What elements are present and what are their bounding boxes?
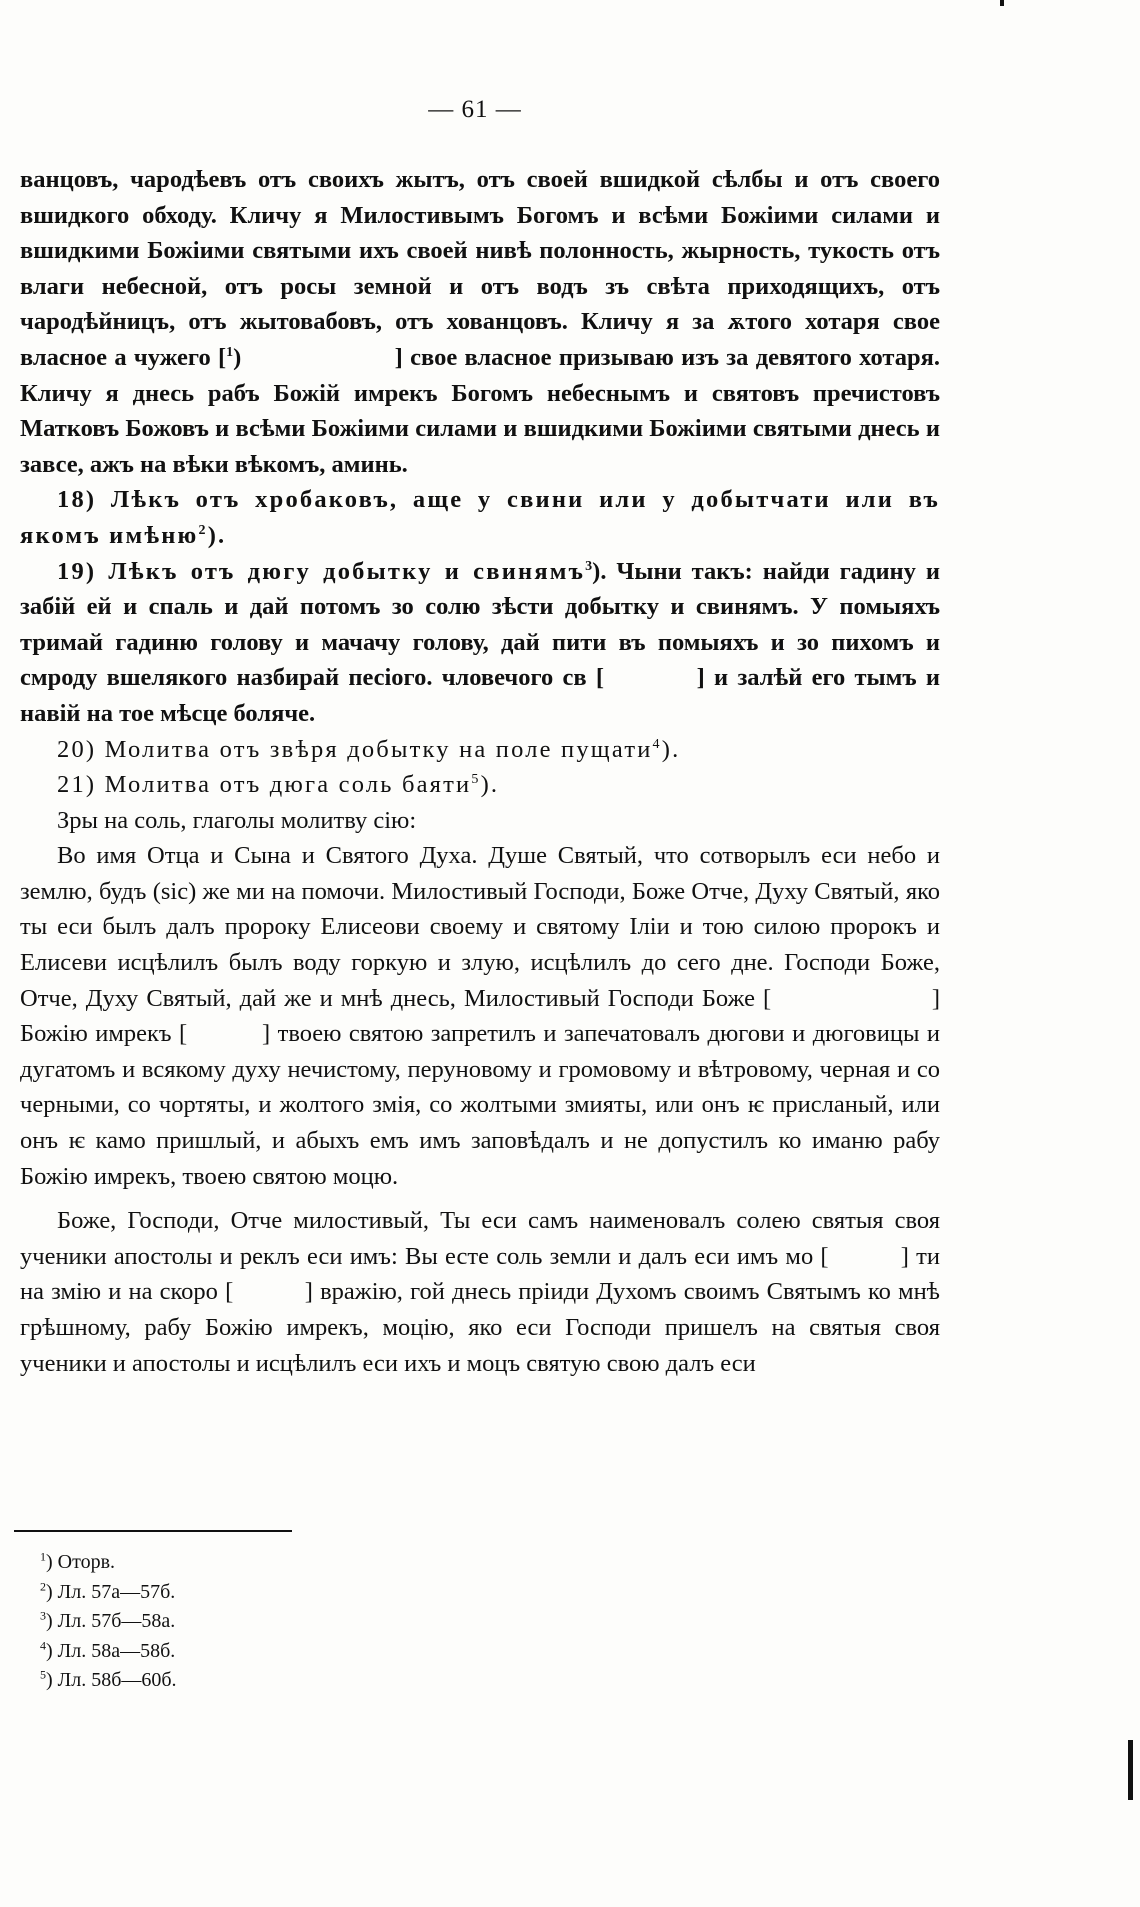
body-text <box>20 162 947 1381</box>
paragraph-18 <box>20 482 940 553</box>
footnote-item <box>40 1637 177 1667</box>
footnote-item <box>40 1578 177 1608</box>
footnote-text: ) Лл. 57а—57б. <box>46 1580 176 1603</box>
paragraph-text: 20) Молитва отъ звѣря добытку на поле пущати <box>57 735 653 763</box>
footnote-divider <box>14 1530 292 1532</box>
paragraph-text: ). Чыни такъ: найди гадину и забiй ей и спаль и дай потомъ зо солю зѣсти добытку и свинямъ. У помыяхъ тримай гадиню голову и мачачу голову, дай пити въ помыяхъ и зо пихомъ и смроду вшелякого назбирай песiого. чловечого св [ ] и залѣй его тымъ и навiй на тое мѣсце боляче. <box>20 557 947 727</box>
footnote-mark: 3 <box>40 1608 46 1623</box>
page-number: — 61 — <box>428 96 522 123</box>
paragraph-text-continued: ). <box>207 521 227 549</box>
scan-speck <box>1000 0 1004 6</box>
footnote-ref: 1 <box>226 344 234 360</box>
footnote-mark: 4 <box>40 1637 46 1652</box>
paragraph-text: 21) Молитва отъ дюга соль баяти <box>57 771 472 799</box>
paragraph-19 <box>20 554 947 732</box>
footnote-mark: 5 <box>40 1667 46 1682</box>
footnote-ref: 3 <box>585 558 593 574</box>
footnote-ref: 4 <box>652 736 662 752</box>
footnote-text: ) Лл. 58б—60б. <box>46 1669 177 1691</box>
paragraph-text: ванцовъ, чародѣевъ отъ своихъ жытъ, отъ своей вшидкой сѣлбы и отъ своего вшидкого обходу. Кличу я Милостивымъ Богомъ и всѣми Божiими силами и вшидкими Божiими святыми ихъ своей нивѣ полонность, жырность, тукость отъ влаги небесной, отъ росы земной и отъ водъ зъ свѣта приходящихъ, отъ чародѣйницъ, отъ жытовабовъ, отъ хованцовъ. Кличу я за ѫтого хотаря свое власное а чужего [ <box>20 166 940 371</box>
paragraph-prayer-1: Во имя Отца и Сына и Святого Духа. Душе Святый, что сотворылъ еси небо и землю, будъ (sic) же ми на помочи. Милостивый Господи, Боже Отче, Духу Святый, яко ты еси былъ далъ пророку Елисеови своему и святому Iлiи и тою силою пророкъ и Елисеви исцѣлилъ былъ воду горкую и злую, исцѣлилъ до сего дне. Господи Боже, Отче, Духу Святый, дай же и мнѣ днесь, Милостивый Господи Боже [ ] Божiю имрекъ [ ] твоею святою запретилъ и запечатовалъ дюгови и дюговицы и дугатомъ и всякому духу нечистому, перуновому и громовому и вѣтровому, черная и со черными, со чортяты, и жолтого змiя, со жолтыми змияты, или онъ ѥ присланый, или онъ ѥ камо пришлый, и абыхъ емъ имъ заповѣдалъ и не допустилъ ко иманю рабу Божiю имрекъ, твоею святою моцю. <box>20 842 947 1190</box>
footnote-mark: 1 <box>40 1549 46 1564</box>
footnote-item <box>40 1548 177 1578</box>
footnote-item <box>40 1666 177 1696</box>
paragraph-text-continued: ). <box>480 771 500 799</box>
paragraph-20 <box>20 732 940 768</box>
scan-edge-mark <box>1128 1740 1133 1800</box>
footnote-ref: 2 <box>198 522 208 538</box>
footnote-text: ) Оторв. <box>46 1551 116 1573</box>
paragraph-prayer-2: Боже, Господи, Отче милостивый, Ты еси самъ наименовалъ солею святыя своя ученики апостолы и реклъ еси имъ: Вы есте соль земли и далъ еси имъ мо [ ] ти на змiю и на скоро [ ] вражiю, гой днесь прiиди Духомъ своимъ Святымъ ко мнѣ грѣшному, рабу Божiю имрекъ, моцiю, яко еси Господи пришелъ на святыя своя ученики и апостолы и исцѣлилъ еси ихъ и моцъ святую свою далъ еси <box>20 1207 947 1377</box>
paragraph-incantation-end <box>20 162 947 482</box>
footnote-item <box>40 1607 177 1637</box>
paragraph-heading: 19) Лѣкъ отъ дюгу добытку и свинямъ <box>57 557 586 585</box>
footnotes <box>40 1548 177 1696</box>
footnote-ref: 5 <box>471 771 481 787</box>
paragraph-intro-prayer: Зры на соль, глаголы молитву сiю: <box>57 806 417 834</box>
footnote-text: ) Лл. 58а—58б. <box>46 1639 176 1662</box>
paragraph-text: 18) Лѣкъ отъ хробаковъ, аще у свини или у добытчати или въ якомъ имѣню <box>20 486 940 549</box>
footnote-mark: 2 <box>40 1578 46 1593</box>
paragraph-text-continued: ) ] свое власное призываю изъ за девятого хотаря. Кличу я днесь рабъ Божiй имрекъ Богомъ небеснымъ и святовъ пречистовъ Матковъ Божовъ и всѣми Божiими силами и вшидкими Божiими святыми днесь и завсе, ажъ на вѣки вѣкомъ, аминь. <box>20 343 947 478</box>
paragraph-21 <box>20 767 940 803</box>
footnote-text: ) Лл. 57б—58а. <box>46 1610 176 1632</box>
paragraph-text-continued: ). <box>661 735 681 763</box>
